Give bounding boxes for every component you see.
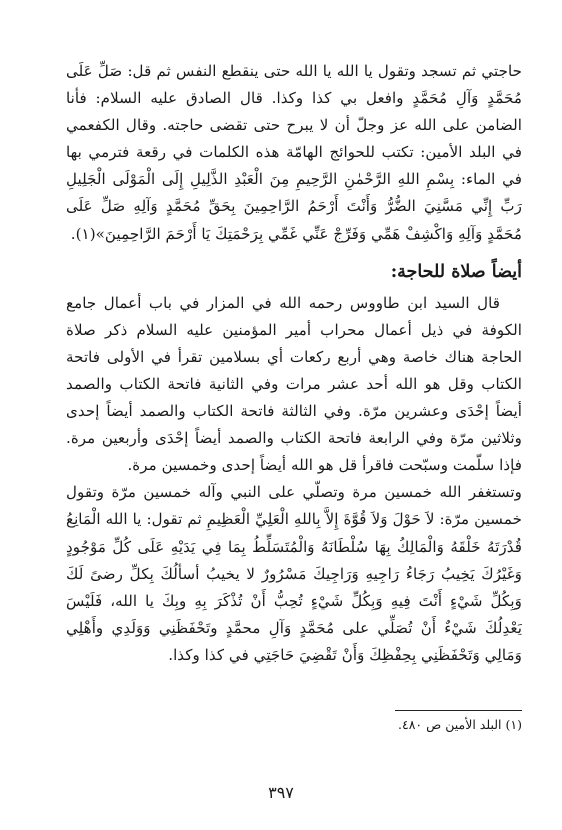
footnote-divider (395, 710, 522, 711)
paragraph-section-2: وتستغفر الله خمسين مرة وتصلّي على النبي وآله خمسين مرّة وتقول خمسين مرّة: لاَ حَوْلَ وَلاَ قُوَّةَ إِلاَّ بِاللهِ الْعَلِيِّ الْعَظِيمِ ثم تقول: يا الله الْمَانِعُ قُدْرَتَهُ خَلْقَهُ وَالْمَالِكُ بِهَا سُلْطَانَهُ وَالْمُتَسَلِّطُ بِمَا فِي يَدَيْهِ عَلَى كُلِّ مَوْجُودٍ وَغَيْرُكَ يَخِيبُ رَجَاءُ رَاجِيهِ وَرَاجِيكَ مَسْرُورٌ لا يخيبُ أسألُكَ بِكلِّ رضىً لَكَ وَبِكُلِّ شَيْءٍ أَنْتَ فِيهِ وَبِكُلِّ شَيْءٍ تُحِبُّ أَنْ تُذْكَرَ بِهِ وبِكَ يا الله، فَلَيْسَ يَعْدِلُكَ شَيْءٌ أَنْ تُصَلِّي على مُحَمَّدٍ وَآلِ محمَّدٍ وتَحْفَظَنِي وَوَلَدِي وأَهْلِي وَمَالِي وَتَحْفَظَنِي بِحِفْظِكَ وَأَنْ تَقْضِيَ حَاجَتِي في كذا وكذا. (66, 483, 522, 664)
footnote: (١) البلد الأمين ص ٤٨٠. (398, 717, 522, 732)
main-text (66, 58, 522, 669)
paragraph-section-1: قال السيد ابن طاووس رحمه الله في المزار في باب أعمال جامع الكوفة في ذيل أعمال محراب أمير المؤمنين عليه السلام ذكر صلاة الحاجة هناك خاصة وهي أربع ركعات أي بسلامين تقرأ في الأولى فاتحة الكتاب وقل هو الله أحد عشر مرات وفي الثانية فاتحة الكتاب والصمد أيضاً إحْدَى وعشرين مرّة. وفي الثالثة فاتحة الكتاب والصمد أيضاً إحدى وثلاثين مرّة وفي الرابعة فاتحة الكتاب والصمد أيضاً إحْدَى وأربعين مرة. فإذا سلّمت وسبّحت فاقرأ قل هو الله أيضاً إحدى وخمسين مرة. (66, 293, 522, 475)
section-heading: أيضاً صلاة للحاجة: (390, 261, 522, 282)
paragraph-intro: حاجتي ثم تسجد وتقول يا الله يا الله حتى ينقطع النفس ثم قل: صَلِّ عَلَى مُحَمَّدٍ وَآلِ مُحَمَّدٍ وافعل بي كذا وكذا. قال الصادق عليه السلام: فأنا الضامن على الله عز وجلّ أن لا يبرح حتى تقضى حاجته. وقال الكفعمي في البلد الأمين: تكتب للحوائج الهامّة هذه الكلمات في رقعة فترمي بها في الماء: بِسْمِ اللهِ الرَّحْمٰنِ الرَّحِيمِ مِنَ الْعَبْدِ الذَّلِيلِ إِلَى الْمَوْلَى الْجَلِيلِ رَبِّ إِنِّي مَسَّنِيَ الضُّرُّ وَأَنْتَ أَرْحَمُ الرَّاحِمِينَ بِحَقِّ مُحَمَّدٍ وَآلِهِ صَلِّ عَلَى مُحَمَّدٍ وَآلِهِ وَاكْشِفْ هَمِّي وَفَرِّجْ عَنِّي غَمِّي بِرَحْمَتِكَ يَا أَرْحَمَ الرَّاحِمِينَ»(١). (66, 62, 522, 243)
page-number: ٣٩٧ (268, 783, 294, 802)
